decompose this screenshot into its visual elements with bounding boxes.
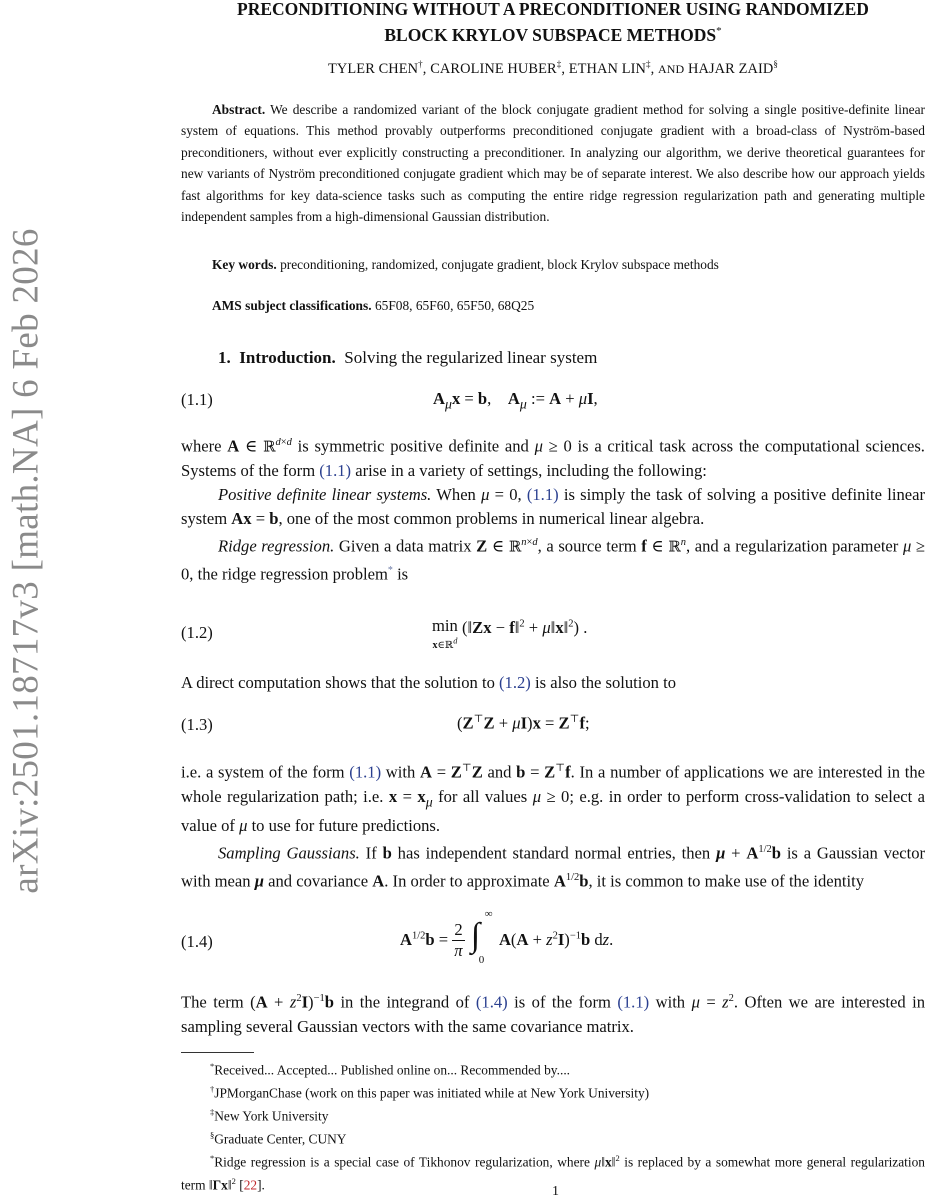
arxiv-stamp: [4, 180, 48, 942]
footnote-rule: [181, 1052, 254, 1053]
author: HAJAR ZAID: [688, 60, 774, 77]
section-number: 1.: [218, 348, 231, 367]
equation-1-3: (Z⊤Z + μI)x = Z⊤f;: [457, 713, 590, 733]
ams-classifications: [212, 298, 534, 314]
section-title: Introduction.: [239, 348, 336, 367]
paragraph-heading: Ridge regression.: [218, 536, 335, 556]
paragraph-heading: Positive definite linear systems.: [218, 484, 432, 504]
paragraph-direct-computation: A direct computation shows that the solution to (1.2) is also the solution to: [181, 673, 677, 692]
title-line-2: BLOCK KRYLOV SUBSPACE METHODS*: [384, 24, 722, 45]
equation-ref-link[interactable]: (1.1): [349, 762, 382, 782]
footnotes: [181, 1057, 925, 1195]
paragraph-regularization-path: i.e. a system of the form (1.1) with A = Z⊤Z and b = Z⊤f. In a number of applications we are interested in the whole regularization path; i.e. $x = x_\mu$ for all values μ ≥ 0; e.g. in order to perform cross-validation to select a value of μ to use for future predictions. Sampling Gaussians. If b has independent standard normal entries, then $\mu + A^{1/2}b$ is a Gaussian vector with mean μ and covariance A. In order to approximate $A^{1/2}b$, it is common to make use of the identity: [181, 762, 926, 891]
author: TYLER CHEN: [328, 60, 419, 77]
author-mark[interactable]: †: [418, 59, 423, 69]
equation-number: (1.3): [181, 715, 213, 734]
citation-link[interactable]: 22: [243, 1177, 258, 1193]
title-line-1: PRECONDITIONING WITHOUT A PRECONDITIONER USING RANDOMIZED: [237, 0, 869, 19]
equation-number: (1.4): [181, 932, 213, 951]
page-number: 1: [552, 1184, 559, 1199]
abstract-text: We describe a randomized variant of the block conjugate gradient method for solving a single positive-definite linear system of equations. This method provably outperforms preconditioned conjugate gradient with a broad-class of Nyström-based preconditioners, without ever explicitly constructing a preconditioner. In analyzing our algorithm, we derive theoretical guarantees for new variants of Nyström preconditioned conjugate gradient which may be of separate interest. We also describe how our approach yields fast algorithms for key data-science tasks such as computing the entire ridge regression regularization path and generating multiple independent samples from a high-dimensional Gaussian distribution.: [181, 102, 925, 225]
section-lead: Solving the regularized linear system: [344, 348, 598, 367]
equation-1-2: min x∈ℝ$^d$ (‖Zx − f‖$^2$ + μ‖x‖$^2$) .: [432, 616, 588, 652]
paragraph-intro: where A ∈ ℝ$^{d\times d}$ is symmetric positive definite and μ ≥ 0 is a critical task across the computational sciences. Systems of the form (1.1) arise in a variety of settings, including the following: Positive definite linear systems. When μ = 0, (1.1) is simply the task of solving a positive definite linear system Ax = b, one of the most common problems in numerical linear algebra. Ridge regression. Given a data matrix Z ∈ ℝ$^{n\times d}$, a source term f ∈ ℝ$^n$, and a regularization parameter μ ≥ 0, the ridge regression problem* is: [181, 436, 926, 584]
author-mark[interactable]: ‡: [556, 59, 562, 69]
author-mark[interactable]: ‡: [645, 59, 651, 69]
equation-ref-link[interactable]: (1.2): [499, 673, 531, 692]
paragraph-heading: Sampling Gaussians.: [218, 843, 360, 863]
footnote: *Received... Accepted... Published online on... Recommended by....: [210, 1061, 571, 1078]
keywords-label: Key words.: [212, 257, 277, 272]
equation-ref-link[interactable]: (1.1): [526, 484, 559, 504]
equation-ref-link[interactable]: (1.1): [617, 992, 650, 1012]
section-heading: [218, 346, 928, 370]
footnote: *Ridge regression is a special case of Tikhonov regularization, where μ‖x‖$^2$ is replaced by a somewhat more general regularization term ‖Γx‖$^2$ [22].: [181, 1152, 926, 1193]
equation-ref-link[interactable]: (1.1): [319, 460, 352, 480]
ams-label: AMS subject classifications.: [212, 298, 372, 313]
equation-number: (1.1): [181, 390, 213, 409]
authors-joiner: AND: [657, 61, 685, 76]
abstract-label: Abstract.: [212, 102, 266, 117]
title-footnote-mark[interactable]: *: [716, 25, 722, 37]
author-mark[interactable]: §: [773, 59, 778, 69]
footnote-mark-link[interactable]: *: [387, 565, 393, 577]
arxiv-stamp-text: arXiv:2501.18717v3 [math.NA] 6 Feb 2026: [5, 228, 47, 894]
equation-number: (1.2): [181, 623, 213, 642]
footnote: ‡New York University: [210, 1106, 329, 1124]
paragraph-integrand: The term $(A + z^2I)^{-1}b$ in the integrand of (1.4) is of the form (1.1) with $\mu = z^2$. Often we are interested in sampling several Gaussian vectors with the same covariance matrix.: [181, 992, 926, 1036]
equation-1-1: $A_\mu x = b$, $A_\mu$ := A + μI,: [433, 389, 598, 412]
equation-ref-link[interactable]: (1.4): [475, 992, 508, 1012]
keywords: [212, 257, 719, 273]
author: ETHAN LIN: [568, 60, 646, 77]
footnote: §Graduate Center, CUNY: [210, 1129, 347, 1147]
footnote: †JPMorganChase (work on this paper was initiated while at New York University): [210, 1083, 650, 1101]
author-list: TYLER CHEN†, CAROLINE HUBER‡, ETHAN LIN‡, AND HAJAR ZAID§: [328, 59, 778, 77]
keywords-text: preconditioning, randomized, conjugate gradient, block Krylov subspace methods: [280, 257, 719, 272]
paper-title: [181, 0, 925, 46]
abstract: [181, 99, 925, 227]
author: CAROLINE HUBER: [430, 60, 557, 77]
ams-text: 65F08, 65F60, 65F50, 68Q25: [374, 298, 535, 313]
equation-1-4: $A^{1/2}b = \frac{2}{\pi}$ ∫ ∞ 0 $A(A + z^2I)^{-1}b$ dz.: [400, 908, 614, 966]
